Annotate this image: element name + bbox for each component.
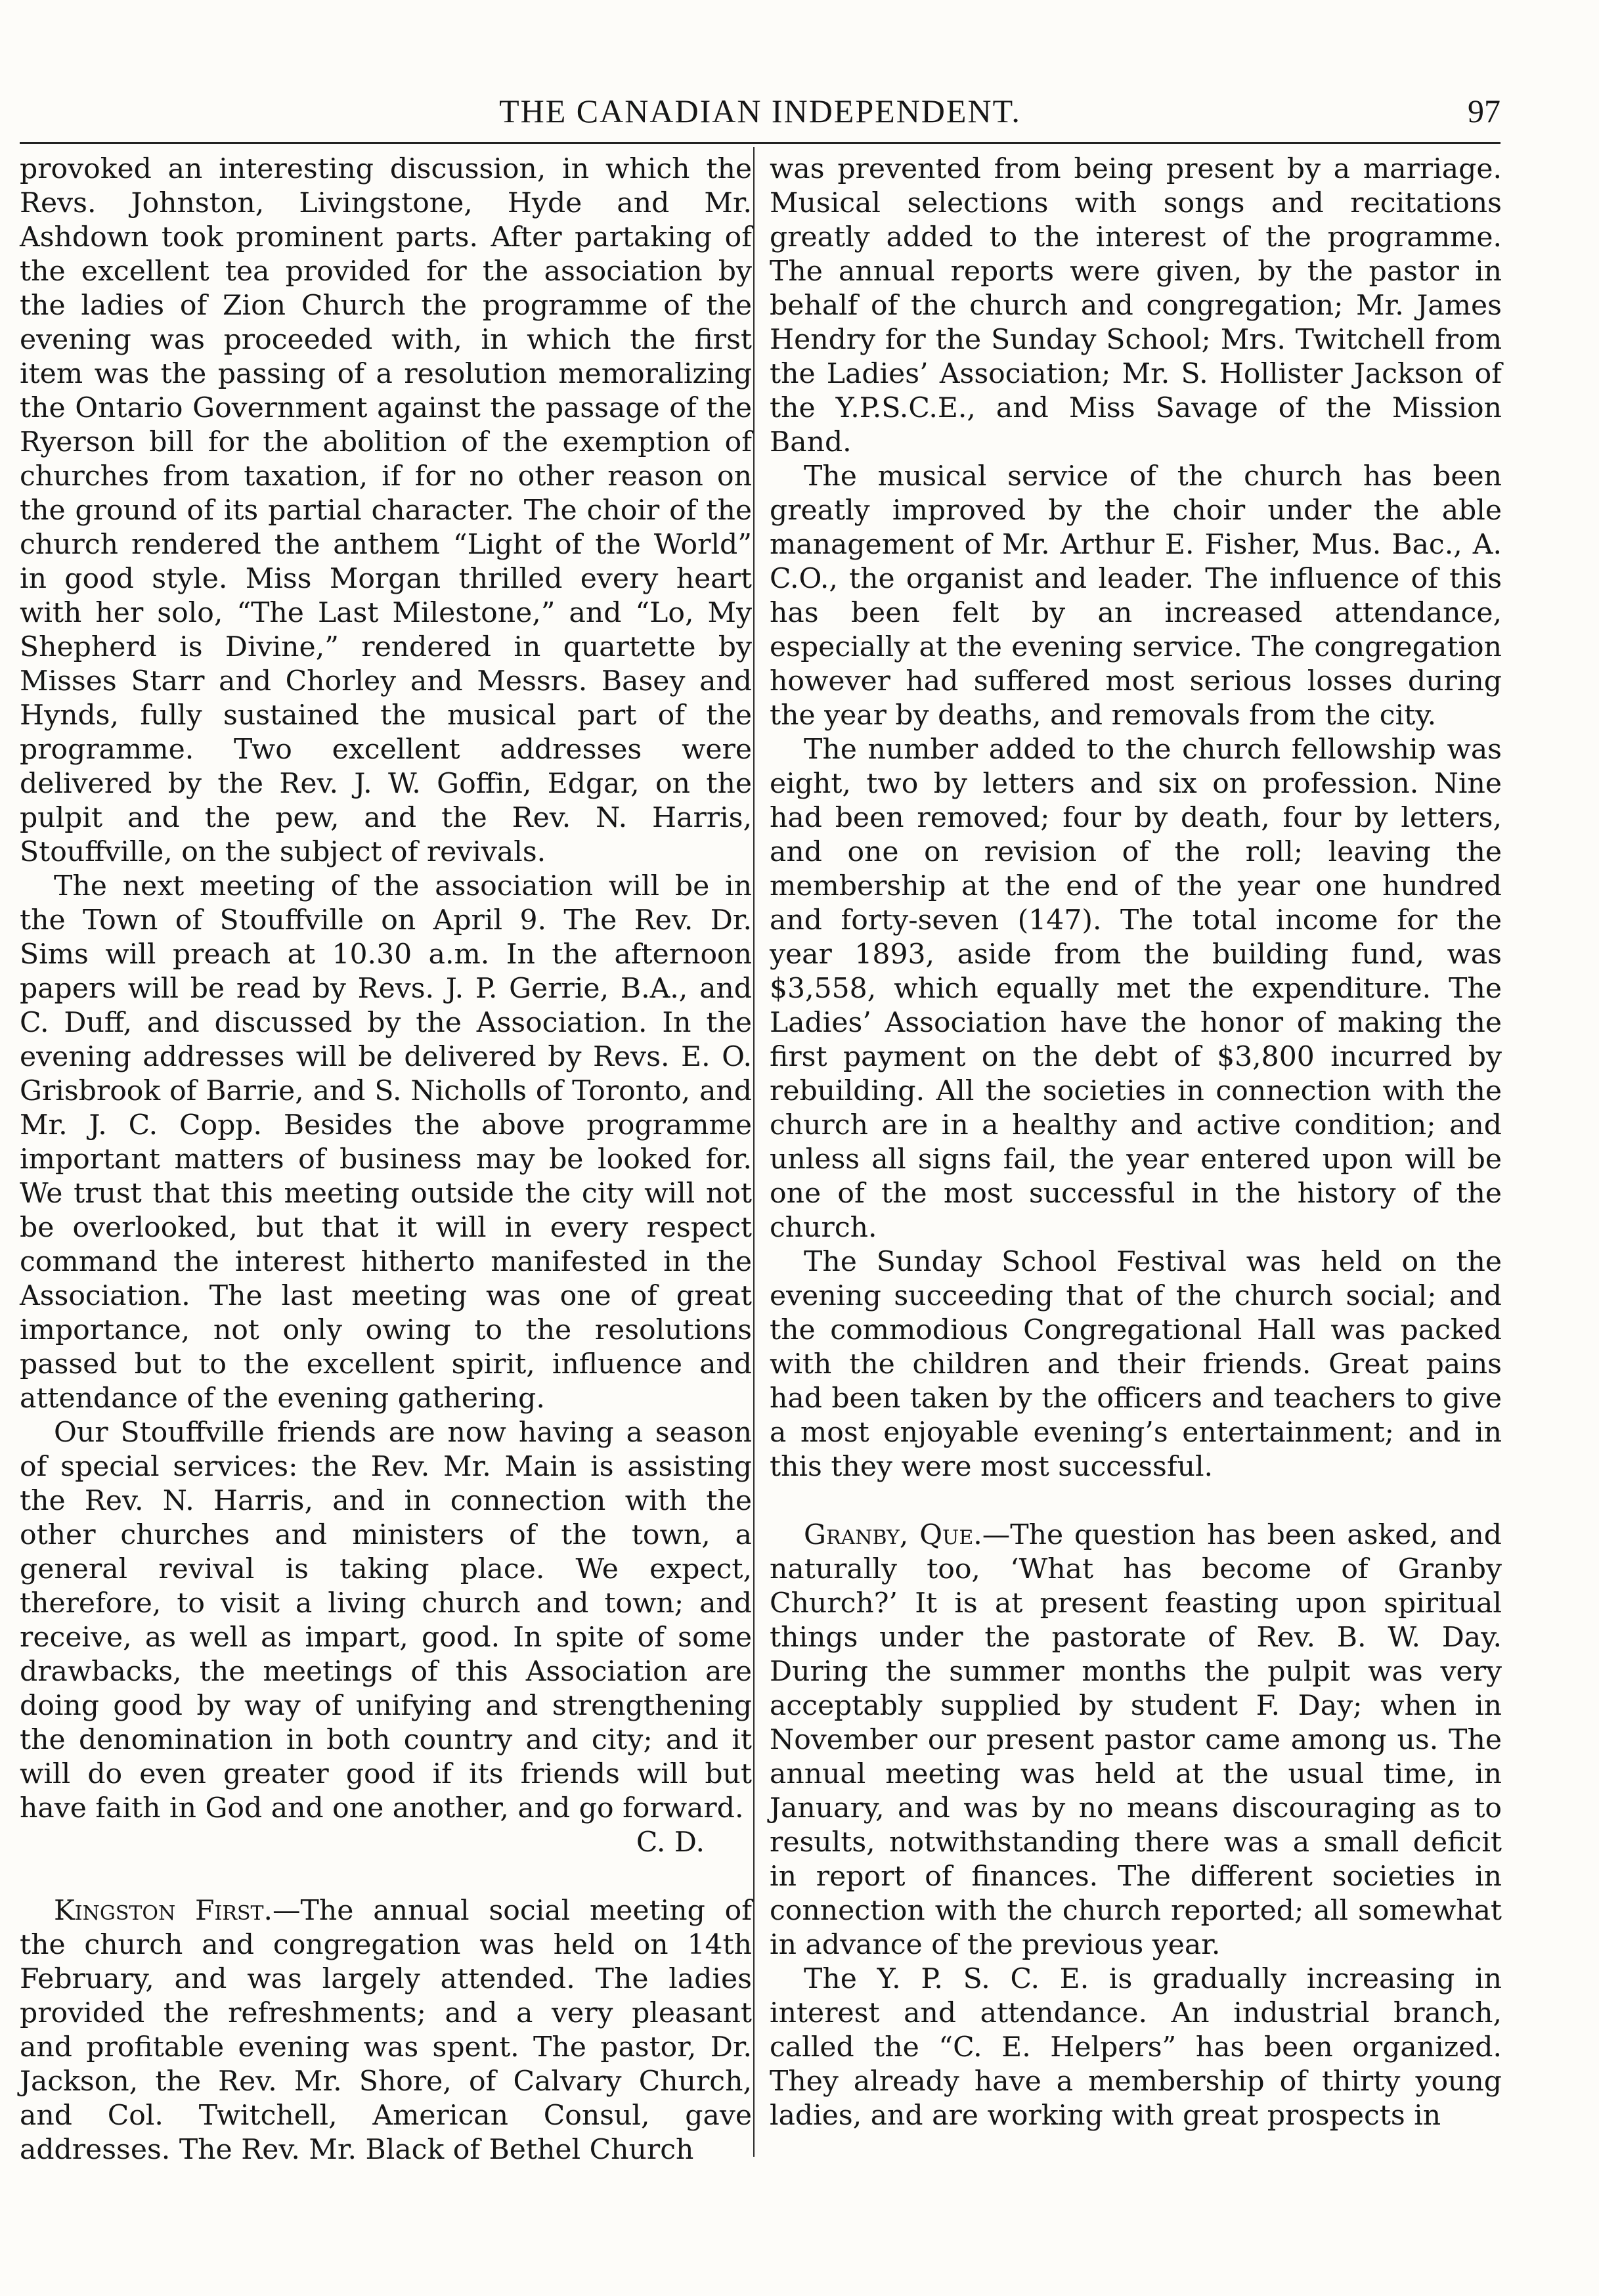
article-paragraph: provoked an interesting discussion, in which the Revs. Johnston, Livingstone, Hyde and Mr. Ashdown took prominent parts. After partaking of the excellent tea provided for the association by the ladies of Zion Church the programme of the evening was proceeded with, in which the first item was the passing of a resolution memoralizing the Ontario Government against the passage of the Ryerson bill for the abolition of the exemption of churches from taxation, if for no other reason on the ground of its partial character. The choir of the church rendered the anthem “Light of the World” in good style. Miss Morgan thrilled every heart with her solo, “The Last Milestone,” and “Lo, My Shepherd is Divine,” rendered in quartette by Misses Starr and Chorley and Messrs. Basey and Hynds, fully sustained the musical part of the programme. Two excellent addresses were delivered by the Rev. J. W. Goffin, Edgar, on the pulpit and the pew, and the Rev. N. Harris, Stouffville, on the subject of revivals. [20, 153, 752, 868]
article-paragraph: The number added to the church fellowship was eight, two by letters and six on profession. Nine had been removed; four by death, four by letters, and one on revision of the roll; leaving the membership at the end of the year one hundred and forty-seven (147). The total income for the year 1893, aside from the building fund, was $3,558, which equally met the expenditure. The Ladies’ Association have the honor of making the first payment on the debt of $3,800 incurred by rebuilding. All the societies in connection with the church are in a healthy and active condition; and unless all signs fail, the year entered upon will be one of the most successful in the history of the church. [770, 734, 1502, 1244]
article-paragraph: The musical service of the church has been greatly improved by the choir under the able management of Mr. Arthur E. Fisher, Mus. Bac., A. C.O., the organist and leader. The influence of this has been felt by an increased attendance, especially at the evening service. The congregation however had suffered most serious losses during the year by deaths, and removals from the city. [770, 460, 1502, 732]
article-paragraph: Our Stouffville friends are now having a season of special services: the Rev. Mr. Main is assisting the Rev. N. Harris, and in connection with the other churches and ministers of the town, a general revival is taking place. We expect, therefore, to visit a living church and town; and receive, as well as impart, good. In spite of some drawbacks, the meetings of this Association are doing good by way of unifying and strengthening the denomination in both country and city; and it will do even greater good if its friends will but have faith in God and one another, and go forward. [20, 1417, 752, 1824]
granby-article [770, 1518, 1502, 1962]
article-paragraph: The Sunday School Festival was held on the evening succeeding that of the church social; and the commodious Congregational Hall was packed with the children and their friends. Great pains had been taken by the officers and teachers to give a most enjoyable evening’s entertainment; and in this they were most successful. [770, 1246, 1502, 1483]
article-paragraph: The Y. P. S. C. E. is gradually increasing in interest and attendance. An industrial branch, called the “C. E. Helpers” has been organized. They already have a membership of thirty young ladies, and are working with great prospects in [770, 1963, 1502, 2132]
right-column [770, 152, 1502, 2133]
article-signature: C. D. [636, 1826, 705, 1859]
article-paragraph: The next meeting of the association will be in the Town of Stouffville on April 9. The Rev. Dr. Sims will preach at 10.30 a.m. In the afternoon papers will be read by Revs. J. P. Gerrie, B.A., and C. Duff, and discussed by the Association. In the evening addresses will be delivered by Revs. E. O. Grisbrook of Barrie, and S. Nicholls of Toronto, and Mr. J. C. Copp. Besides the above programme important matters of business may be looked for. We trust that this meeting outside the city will not be overlooked, but that it will in every respect command the interest hitherto manifested in the Association. The last meeting was one of great importance, not only owing to the resolutions passed but to the excellent spirit, influence and attendance of the evening gathering. [20, 870, 752, 1415]
header-rule [20, 142, 1500, 144]
left-column [20, 152, 752, 2167]
column-divider [753, 147, 755, 2157]
granby-heading: Granby, Que. [804, 1519, 982, 1551]
kingston-heading: Kingston First. [54, 1895, 273, 1927]
page-header [20, 91, 1500, 137]
kingston-text: —The annual social meeting of the church and congregation was held on 14th February, and was largely attended. The ladies provided the refreshments; and a very pleasant and profitable evening was spent. The pastor, Dr. Jackson, the Rev. Mr. Shore, of Calvary Church, and Col. Twitchell, American Consul, gave addresses. The Rev. Mr. Black of Bethel Church [20, 1895, 752, 2166]
page-number: 97 [1468, 93, 1500, 129]
publication-title: THE CANADIAN INDEPENDENT. [499, 93, 1021, 129]
article-paragraph: was prevented from being present by a marriage. Musical selections with songs and recitations greatly added to the interest of the programme. The annual reports were given, by the pastor in behalf of the church and congregation; Mr. James Hendry for the Sunday School; Mrs. Twitchell from the Ladies’ Association; Mr. S. Hollister Jackson of the Y.P.S.C.E., and Miss Savage of the Mission Band. [770, 153, 1502, 458]
kingston-article [20, 1894, 752, 2167]
granby-text: —The question has been asked, and naturally too, ‘What has become of Granby Church?’ It is at present feasting upon spiritual things under the pastorate of Rev. B. W. Day. During the summer months the pulpit was very acceptably supplied by student F. Day; when in November our present pastor came among us. The annual meeting was held at the usual time, in January, and was by no means discouraging as to results, notwithstanding there was a small deficit in report of finances. The different societies in connection with the church reported; all somewhat in advance of the previous year. [770, 1519, 1502, 1961]
